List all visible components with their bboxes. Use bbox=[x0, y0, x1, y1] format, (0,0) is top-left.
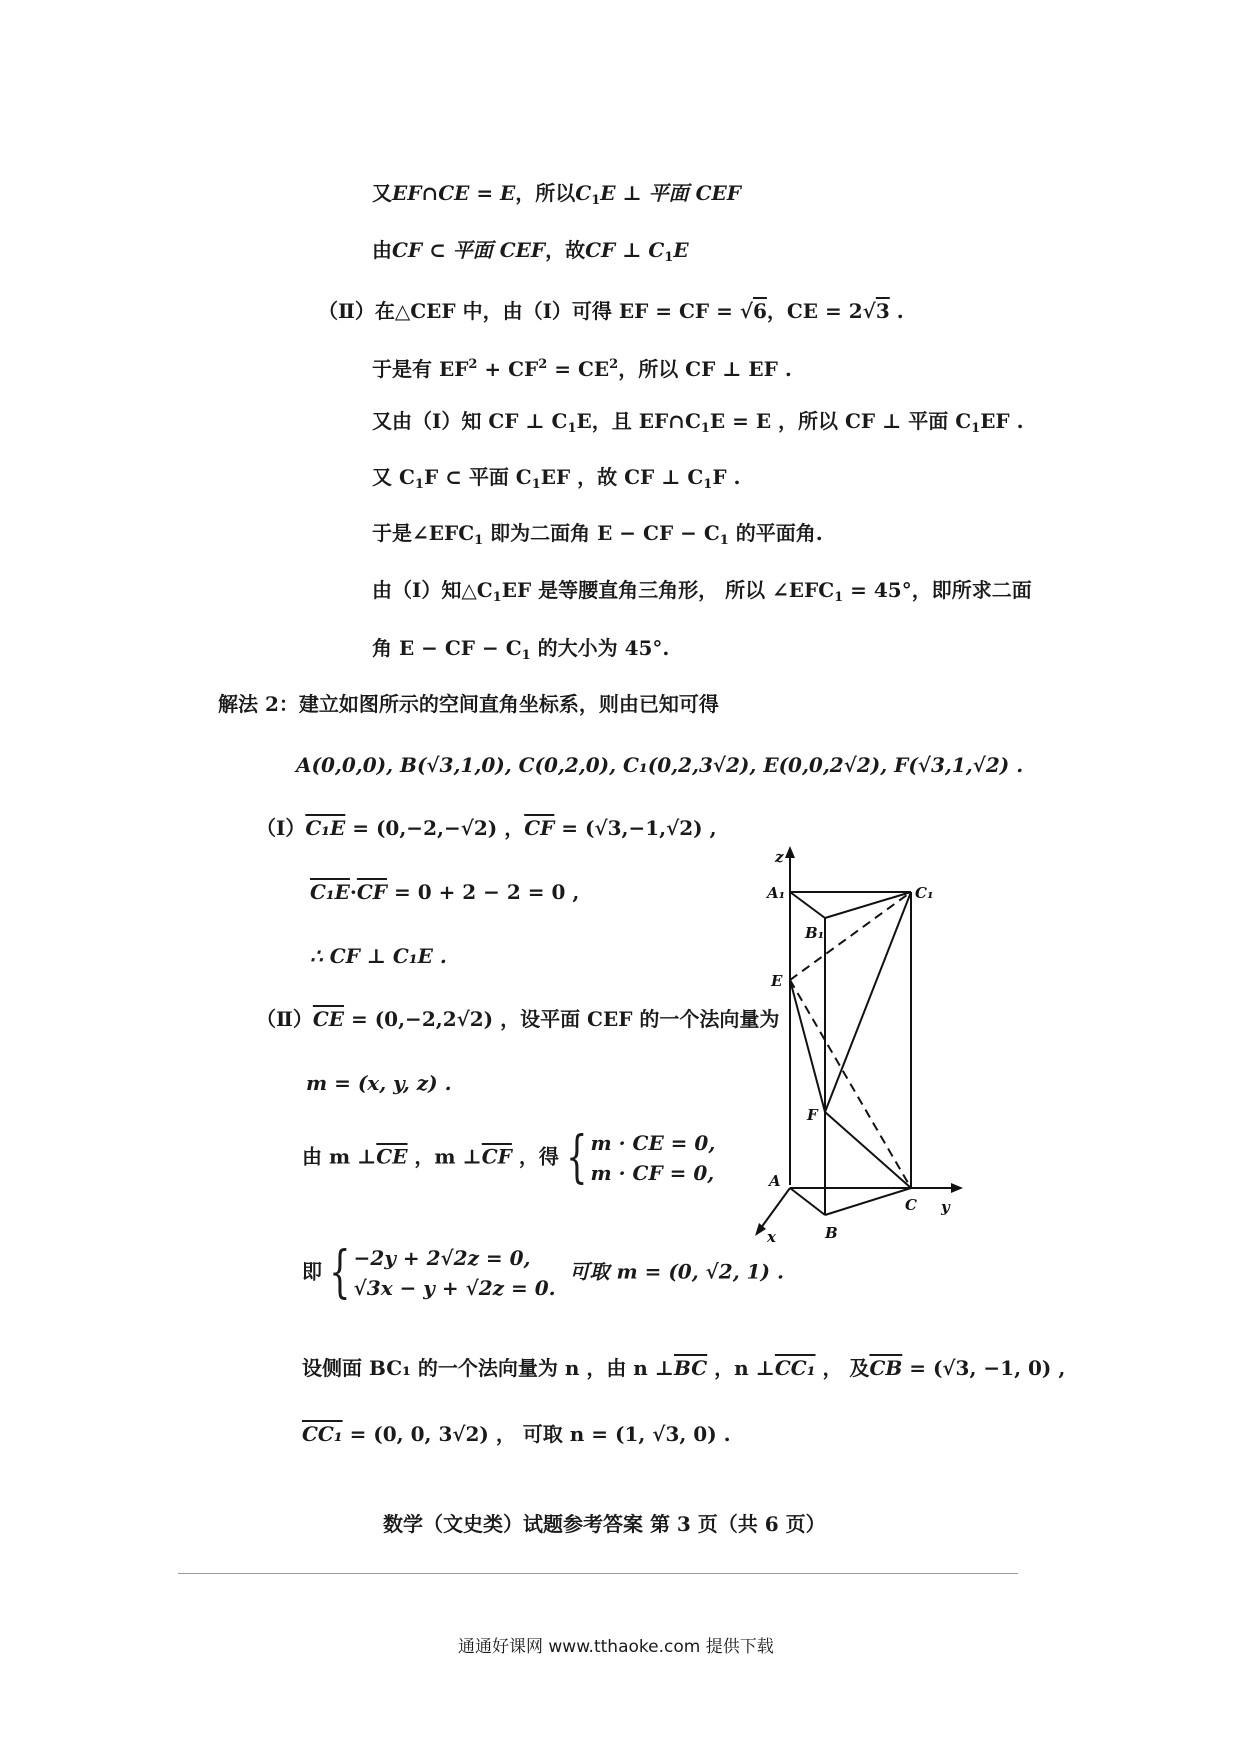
divider bbox=[178, 1573, 1018, 1574]
label-C1: C₁ bbox=[915, 884, 934, 902]
brace-icon: { bbox=[329, 1240, 351, 1305]
section-label: （Ⅰ） bbox=[256, 816, 306, 840]
edge-BC bbox=[825, 1188, 911, 1215]
text: = CE bbox=[547, 357, 610, 381]
line-side-normal-result bbox=[302, 1421, 731, 1447]
section-label: （Ⅱ） bbox=[256, 1007, 313, 1031]
text: 又 C bbox=[372, 465, 415, 489]
subscript: 1 bbox=[700, 421, 710, 436]
subscript: 1 bbox=[531, 477, 541, 492]
text: ，n ⊥ bbox=[707, 1356, 775, 1380]
line-system-two bbox=[302, 1240, 784, 1305]
vector: $\overline{CE}$ bbox=[312, 1007, 345, 1031]
text: = (√3,−1,√2) , bbox=[554, 816, 717, 840]
text: ，得 bbox=[511, 1144, 559, 1169]
vector: CC₁ bbox=[774, 1356, 816, 1380]
radicand: 3 bbox=[875, 299, 890, 323]
text: = 45°，即所求二面 bbox=[843, 578, 1032, 602]
subscript: 1 bbox=[474, 533, 484, 548]
line-vectors bbox=[256, 815, 717, 841]
label-A: A bbox=[769, 1172, 781, 1190]
text: = (0,−2,−√2) ， bbox=[345, 816, 525, 840]
subscript: 1 bbox=[703, 477, 713, 492]
text: = 0 + 2 − 2 = 0 , bbox=[387, 880, 580, 904]
text: = (√3, −1, 0) , bbox=[902, 1356, 1066, 1380]
math: E ⊥ 平面 CEF bbox=[600, 181, 741, 205]
z-arrow-icon bbox=[785, 846, 795, 858]
superscript: 2 bbox=[609, 357, 619, 372]
text: 的大小为 45°. bbox=[530, 636, 670, 660]
page-footer: 数学（文史类）试题参考答案 第 3 页（共 6 页） bbox=[383, 1512, 826, 1536]
subscript: 1 bbox=[492, 590, 502, 605]
text: · bbox=[349, 880, 357, 904]
text: 即为二面角 E − CF − C bbox=[483, 521, 720, 545]
equation-system bbox=[591, 1128, 716, 1188]
vector: $\overline{CF}$ bbox=[481, 1144, 512, 1169]
vector: $\overline{BC}$ bbox=[674, 1356, 708, 1380]
math: CF ⊂ 平面 CEF bbox=[392, 238, 546, 262]
edge-AB bbox=[790, 1188, 825, 1215]
text: 由（Ⅰ）知△C bbox=[372, 578, 493, 602]
line-perp-line bbox=[372, 464, 740, 498]
text: EF 是等腰直角三角形， 所以 ∠EFC bbox=[501, 578, 835, 602]
edge-A1B1 bbox=[790, 892, 825, 918]
line-perp-plane bbox=[372, 408, 1024, 442]
vector: $\overline{CF}$ bbox=[524, 816, 555, 840]
text: ， 及 bbox=[815, 1356, 870, 1380]
text: F ⊂ 平面 C bbox=[423, 465, 532, 489]
text: 由 m ⊥ bbox=[302, 1144, 377, 1169]
label-C: C bbox=[905, 1196, 917, 1214]
y-arrow-icon bbox=[951, 1183, 963, 1193]
brace-icon: { bbox=[565, 1125, 588, 1190]
equation-system bbox=[354, 1243, 556, 1303]
subscript: 1 bbox=[521, 648, 531, 663]
line-therefore: ∴ CF ⊥ C₁E . bbox=[310, 944, 447, 968]
vector: C₁E bbox=[305, 816, 346, 840]
text: F . bbox=[712, 465, 741, 489]
text: 又 bbox=[372, 181, 392, 205]
edge-FC1 bbox=[825, 892, 911, 1112]
edge-FC bbox=[825, 1112, 911, 1188]
line-isosceles bbox=[372, 577, 1032, 611]
line-pythagoras bbox=[372, 352, 792, 382]
source-credit: 通通好课网 www.tthaoke.com 提供下载 bbox=[458, 1637, 774, 1657]
text: 于是有 EF bbox=[372, 357, 469, 381]
equation: m · CE = 0, bbox=[590, 1131, 716, 1155]
edge-EF bbox=[790, 980, 825, 1112]
label-B1: B₁ bbox=[805, 924, 825, 942]
text: + CF bbox=[477, 357, 539, 381]
text: = (0,−2,2√2) ，设平面 CEF 的一个法向量为 bbox=[344, 1007, 780, 1031]
label-A1: A₁ bbox=[767, 884, 786, 902]
vector: $\overline{CF}$ bbox=[356, 880, 388, 904]
subscript: 1 bbox=[719, 533, 729, 548]
label-E: E bbox=[771, 972, 783, 990]
radicand: 6 bbox=[752, 299, 767, 323]
label-y: y bbox=[941, 1198, 950, 1216]
line-system-one bbox=[302, 1125, 716, 1190]
math: EF∩CE = E bbox=[392, 181, 516, 205]
line-side-normal bbox=[302, 1355, 1065, 1381]
text: 又由（Ⅰ）知 CF ⊥ C bbox=[372, 409, 568, 433]
line-part1-result bbox=[372, 237, 689, 271]
line-normal-setup bbox=[256, 1006, 779, 1032]
label-x: x bbox=[767, 1228, 776, 1246]
subscript: 1 bbox=[567, 421, 577, 436]
subscript: 1 bbox=[834, 590, 844, 605]
equation: −2y + 2√2z = 0, bbox=[353, 1246, 531, 1270]
line-dot-product bbox=[310, 879, 579, 905]
x-axis bbox=[758, 1188, 790, 1232]
text: 于是∠EFC bbox=[372, 521, 475, 545]
edge-EC bbox=[790, 980, 911, 1188]
subscript: 1 bbox=[591, 193, 601, 208]
line-dihedral-angle bbox=[372, 520, 823, 554]
text: E，且 EF∩C bbox=[576, 409, 701, 433]
text: ，所以 bbox=[515, 181, 576, 205]
text: 由 bbox=[372, 238, 392, 262]
text: E = E ，所以 CF ⊥ 平面 C bbox=[709, 409, 972, 433]
vector: CC₁ bbox=[302, 1422, 343, 1446]
line-normal-vector: m = (x, y, z) . bbox=[306, 1071, 452, 1095]
superscript: 2 bbox=[468, 357, 478, 372]
superscript: 2 bbox=[538, 357, 548, 372]
vector: C₁E bbox=[310, 880, 350, 904]
vector: $\overline{CE}$ bbox=[376, 1144, 408, 1169]
text: 即 bbox=[302, 1259, 322, 1284]
math: E bbox=[673, 238, 689, 262]
text: EF ，故 CF ⊥ C bbox=[540, 465, 704, 489]
line-part2-start: （Ⅱ）在△CEF 中，由（Ⅰ）可得 EF = CF = √6，CE = 2√3 . bbox=[318, 299, 904, 323]
math: C bbox=[575, 181, 592, 205]
method-two-heading: 解法 2：建立如图所示的空间直角坐标系，则由已知可得 bbox=[218, 692, 719, 716]
vector: $\overline{CB}$ bbox=[869, 1356, 903, 1380]
subscript: 1 bbox=[414, 477, 424, 492]
subscript: 1 bbox=[971, 421, 981, 436]
coordinates-line: A(0,0,0), B(√3,1,0), C(0,2,0), C₁(0,2,3√2), E(0,0,2√2), F(√3,1,√2) . bbox=[296, 753, 1024, 777]
text: 设侧面 BC₁ 的一个法向量为 n ，由 n ⊥ bbox=[302, 1356, 675, 1380]
label-B: B bbox=[825, 1224, 838, 1242]
edge-B1C1 bbox=[825, 892, 911, 918]
math: CF ⊥ C bbox=[585, 238, 665, 262]
text: ，CE = 2 bbox=[766, 299, 863, 323]
text: = (0, 0, 3√2) ， 可取 n = (1, √3, 0) . bbox=[342, 1422, 731, 1446]
label-F: F bbox=[807, 1106, 818, 1124]
label-z: z bbox=[775, 848, 784, 866]
text: ，所以 CF ⊥ EF . bbox=[618, 357, 792, 381]
text: 在△CEF 中，由（Ⅰ）可得 EF = CF = bbox=[374, 299, 740, 323]
section-label: （Ⅱ） bbox=[318, 299, 375, 323]
prism-figure bbox=[745, 840, 975, 1260]
equation: √3x − y + √2z = 0. bbox=[353, 1276, 556, 1300]
line-angle-result bbox=[372, 635, 669, 669]
text: ，故 bbox=[545, 238, 586, 262]
text: EF . bbox=[980, 409, 1024, 433]
line-part1-conclusion bbox=[372, 180, 741, 214]
equation: m · CF = 0, bbox=[590, 1161, 715, 1185]
text: 角 E − CF − C bbox=[372, 636, 522, 660]
text: ，m ⊥ bbox=[407, 1144, 482, 1169]
text: 可取 m = (0, √2, 1) . bbox=[569, 1259, 784, 1284]
text: 的平面角. bbox=[728, 521, 823, 545]
subscript: 1 bbox=[664, 250, 674, 265]
